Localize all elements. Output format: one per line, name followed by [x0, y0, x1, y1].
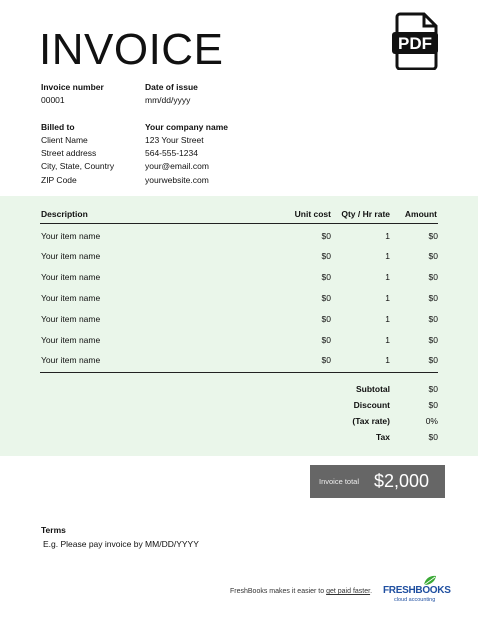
col-unit-cost: Unit cost	[294, 209, 331, 219]
item-description: Your item name	[41, 251, 101, 261]
item-qty: 1	[385, 335, 390, 345]
item-amount: $0	[428, 231, 438, 241]
invoice-total-box	[310, 465, 445, 498]
summary-value: $0	[428, 432, 438, 442]
invoice-total-value: $2,000	[373, 471, 429, 491]
footer-note	[230, 588, 372, 595]
footer-note-end: .	[370, 588, 373, 595]
table-row	[40, 355, 438, 369]
item-unit-cost: $0	[321, 314, 331, 324]
item-description: Your item name	[41, 293, 101, 303]
item-description: Your item name	[41, 272, 101, 282]
summary-row-tax	[238, 432, 438, 446]
summary-value: $0	[428, 384, 438, 394]
summary-label: (Tax rate)	[352, 416, 390, 426]
summary-label: Tax	[375, 432, 390, 442]
billed-to-label: Billed to	[41, 122, 75, 132]
item-qty: 1	[385, 251, 390, 261]
item-qty: 1	[385, 272, 390, 282]
summary-row-subtotal	[238, 384, 438, 398]
freshbooks-wordmark: FRESHBOOKS	[383, 585, 451, 596]
table-row	[40, 272, 438, 286]
billed-to-line: ZIP Code	[41, 175, 77, 185]
table-row	[40, 314, 438, 328]
item-amount: $0	[428, 251, 438, 261]
item-unit-cost: $0	[321, 272, 331, 282]
invoice-title: INVOICE	[39, 25, 224, 74]
col-qty-rate: Qty / Hr rate	[341, 209, 390, 219]
summary-row-discount	[238, 400, 438, 414]
item-amount: $0	[428, 355, 438, 365]
item-amount: $0	[428, 272, 438, 282]
invoice-number-label: Invoice number	[41, 82, 104, 92]
svg-text:PDF: PDF	[398, 34, 432, 53]
summary-label: Discount	[353, 400, 390, 410]
company-line: yourwebsite.com	[145, 175, 209, 185]
get-paid-faster-link[interactable]: get paid faster	[326, 588, 371, 595]
summary-value: $0	[428, 400, 438, 410]
table-row	[40, 293, 438, 307]
date-of-issue-label: Date of issue	[145, 82, 198, 92]
table-row	[40, 251, 438, 265]
billed-to-line: City, State, Country	[41, 161, 115, 171]
freshbooks-logo[interactable]	[383, 575, 451, 607]
terms-text: E.g. Please pay invoice by MM/DD/YYYY	[43, 539, 199, 549]
company-line: your@email.com	[145, 161, 209, 171]
billed-to-line: Client Name	[41, 135, 88, 145]
item-unit-cost: $0	[321, 293, 331, 303]
pdf-file-icon	[392, 12, 438, 70]
col-amount: Amount	[404, 209, 437, 219]
item-qty: 1	[385, 314, 390, 324]
invoice-number-value: 00001	[41, 95, 65, 105]
item-description: Your item name	[41, 314, 101, 324]
billed-to-line: Street address	[41, 148, 97, 158]
item-unit-cost: $0	[321, 335, 331, 345]
date-of-issue-value: mm/dd/yyyy	[145, 95, 191, 105]
footer-note-text: FreshBooks makes it easier to	[230, 588, 327, 595]
company-line: 123 Your Street	[145, 135, 204, 145]
terms-label: Terms	[41, 525, 66, 535]
item-qty: 1	[385, 293, 390, 303]
item-qty: 1	[385, 231, 390, 241]
table-row	[40, 231, 438, 245]
item-description: Your item name	[41, 355, 101, 365]
item-unit-cost: $0	[321, 355, 331, 365]
invoice-total-label: Invoice total	[319, 477, 360, 486]
company-name-label: Your company name	[145, 122, 228, 132]
cloud-accounting-tagline: cloud accounting	[394, 597, 436, 603]
company-line: 564-555-1234	[145, 148, 198, 158]
item-description: Your item name	[41, 231, 101, 241]
items-divider	[40, 372, 438, 373]
item-amount: $0	[428, 293, 438, 303]
item-amount: $0	[428, 335, 438, 345]
item-qty: 1	[385, 355, 390, 365]
summary-label: Subtotal	[356, 384, 390, 394]
col-description: Description	[41, 209, 88, 219]
item-description: Your item name	[41, 335, 101, 345]
item-unit-cost: $0	[321, 251, 331, 261]
summary-row-tax-rate	[238, 416, 438, 430]
summary-value: 0%	[425, 416, 438, 426]
item-unit-cost: $0	[321, 231, 331, 241]
item-amount: $0	[428, 314, 438, 324]
header-divider	[40, 223, 438, 224]
table-row	[40, 335, 438, 349]
